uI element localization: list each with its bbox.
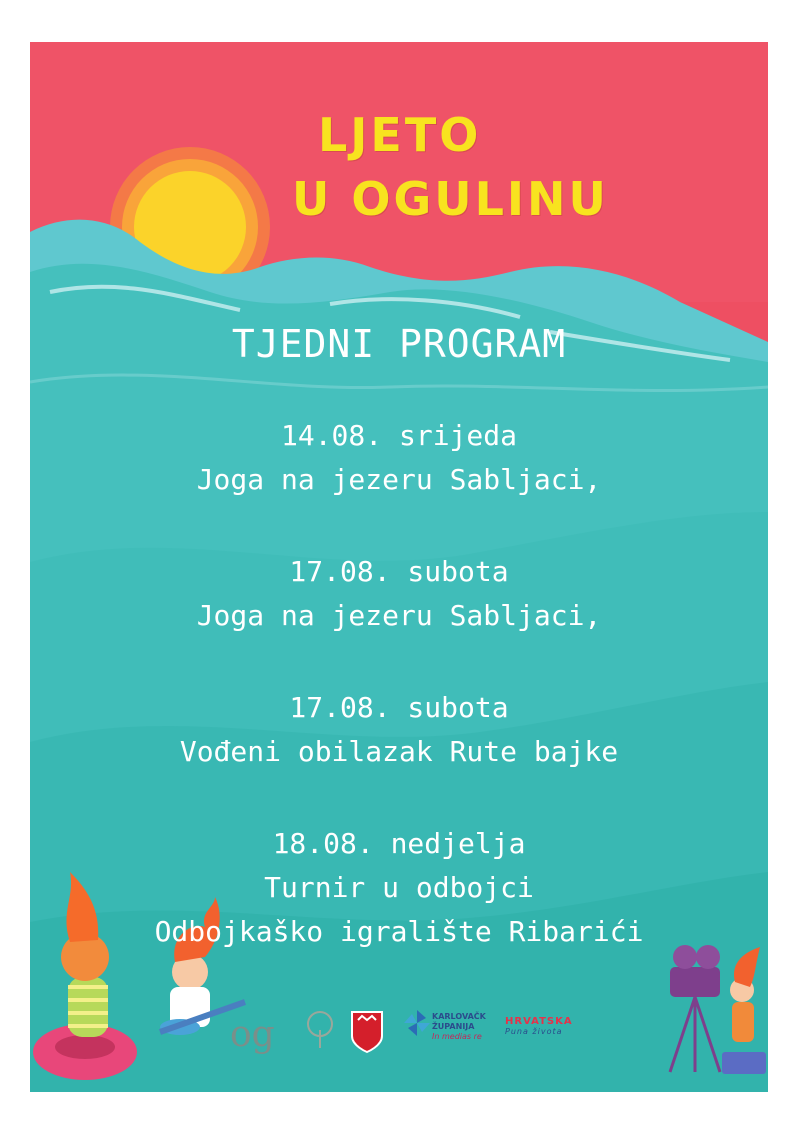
event-line: Vođeni obilazak Rute bajke	[179, 735, 619, 768]
hrvatska-logo	[505, 1016, 573, 1036]
event-line: Joga na jezeru Sabljaci,	[196, 599, 602, 632]
program-heading: TJEDNI PROGRAM	[231, 322, 567, 366]
pinwheel-logo	[402, 1008, 432, 1038]
karlovacka-logo	[432, 1012, 486, 1042]
karlovacka-slogan: In medias re	[432, 1032, 482, 1041]
poster	[30, 42, 768, 1092]
event-line: Joga na jezeru Sabljaci,	[196, 463, 602, 496]
karlovacka-line-1: KARLOVAČK	[432, 1012, 486, 1021]
karlovacka-line-2: ŽUPANIJA	[432, 1022, 475, 1031]
event-date: 14.08. srijeda	[280, 419, 517, 452]
event-line: Turnir u odbojci	[264, 871, 534, 904]
tree-logo	[305, 1010, 335, 1050]
event-date: 17.08. subota	[289, 691, 509, 724]
coat-of-arms-logo	[350, 1010, 384, 1054]
og-logo: og	[230, 1014, 275, 1055]
event-date: 18.08. nedjelja	[272, 827, 526, 860]
event-2	[30, 550, 768, 638]
title-line-1: LJETO	[318, 108, 482, 162]
event-date: 17.08. subota	[289, 555, 509, 588]
event-3	[30, 686, 768, 774]
hrvatska-slogan: Puna života	[505, 1027, 563, 1036]
hrvatska-label: HRVATSKA	[505, 1016, 573, 1027]
event-1	[30, 414, 768, 502]
title-line-2: U OGULINU	[292, 172, 609, 226]
event-line: Odbojkaško igralište Ribarići	[154, 915, 644, 948]
sponsor-logos	[220, 1010, 580, 1080]
event-4	[30, 822, 768, 954]
